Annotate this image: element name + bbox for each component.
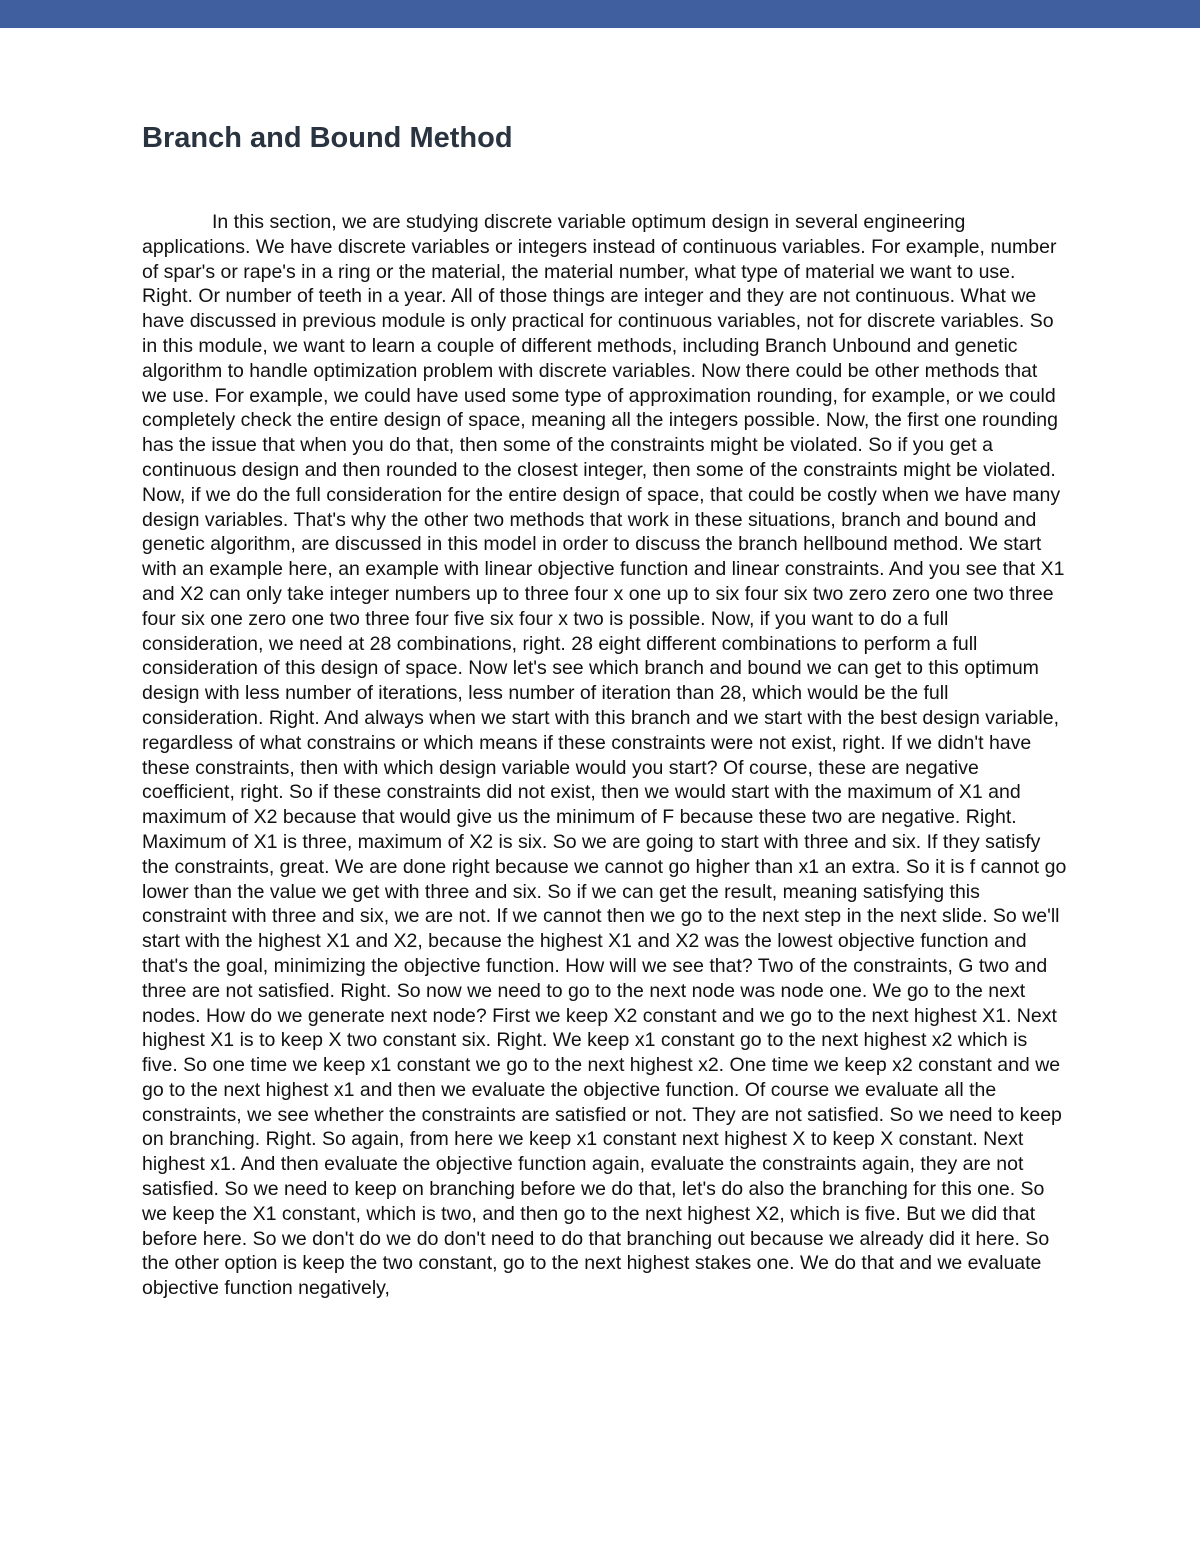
top-color-band (0, 0, 1200, 28)
page-title: Branch and Bound Method (142, 122, 513, 154)
body-paragraph: In this section, we are studying discrete variable optimum design in several engineering applications. We have discrete variables or integers instead of continuous variables. For example, number of spar's or rape's in a ring or the material, the material number, what type of material we want to use. Right. Or number of teeth in a year. All of those things are integer and they are not continuous. What we have discussed in previous module is only practical for continuous variables, not for discrete variables. So in this module, we want to learn a couple of different methods, including Branch Unbound and genetic algorithm to handle optimization problem with discrete variables. Now there could be other methods that we use. For example, we could have used some type of approximation rounding, for example, or we could completely check the entire design of space, meaning all the integers possible. Now, the first one rounding has the issue that when you do that, then some of the constraints might be violated. So if you get a continuous design and then rounded to the closest integer, then some of the constraints might be violated. Now, if we do the full consideration for the entire design of space, that could be costly when we have many design variables. That's why the other two methods that work in these situations, branch and bound and genetic algorithm, are discussed in this model in order to discuss the branch hellbound method. We start with an example here, an example with linear objective function and linear constraints. And you see that X1 and X2 can only take integer numbers up to three four x one up to six four six two zero zero one two three four six one zero one two three four five six four x two is possible. Now, if you want to do a full consideration, we need at 28 combinations, right. 28 eight different combinations to perform a full consideration of this design of space. Now let's see which branch and bound we can get to this optimum design with less number of iterations, less number of iteration than 28, which would be the full consideration. Right. And always when we start with this branch and we start with the best design variable, regardless of what constrains or which means if these constraints were not exist, right. If we didn't have these constraints, then with which design variable would you start? Of course, these are negative coefficient, right. So if these constraints did not exist, then we would start with the maximum of X1 and maximum of X2 because that would give us the minimum of F because these two are negative. Right. Maximum of X1 is three, maximum of X2 is six. So we are going to start with three and six. If they satisfy the constraints, great. We are done right because we cannot go higher than x1 an extra. So it is f cannot go lower than the value we get with three and six. So if we can get the result, meaning satisfying this constraint with three and six, we are not. If we cannot then we go to the next step in the next slide. So we'll start with the highest X1 and X2, because the highest X1 and X2 was the lowest objective function and that's the goal, minimizing the objective function. How will we see that? Two of the constraints, G two and three are not satisfied. Right. So now we need to go to the next node was node one. We go to the next nodes. How do we generate next node? First we keep X2 constant and we go to the next highest X1. Next highest X1 is to keep X two constant six. Right. We keep x1 constant go to the next highest x2 which is five. So one time we keep x1 constant we go to the next highest x2. One time we keep x2 constant and we go to the next highest x1 and then we evaluate the objective function. Of course we evaluate all the constraints, we see whether the constraints are satisfied or not. They are not satisfied. So we need to keep on branching. Right. So again, from here we keep x1 constant next highest X to keep X constant. Next highest x1. And then evaluate the objective function again, evaluate the constraints again, they are not satisfied. So we need to keep on branching before we do that, let's do also the branching for this one. So we keep the X1 constant, which is two, and then go to the next highest X2, which is five. But we did that before here. So we don't do we do don't need to do that branching out because we already did it here. So the other option is keep the two constant, go to the next highest stakes one. We do that and we evaluate objective function negatively, (142, 211, 1067, 1300)
